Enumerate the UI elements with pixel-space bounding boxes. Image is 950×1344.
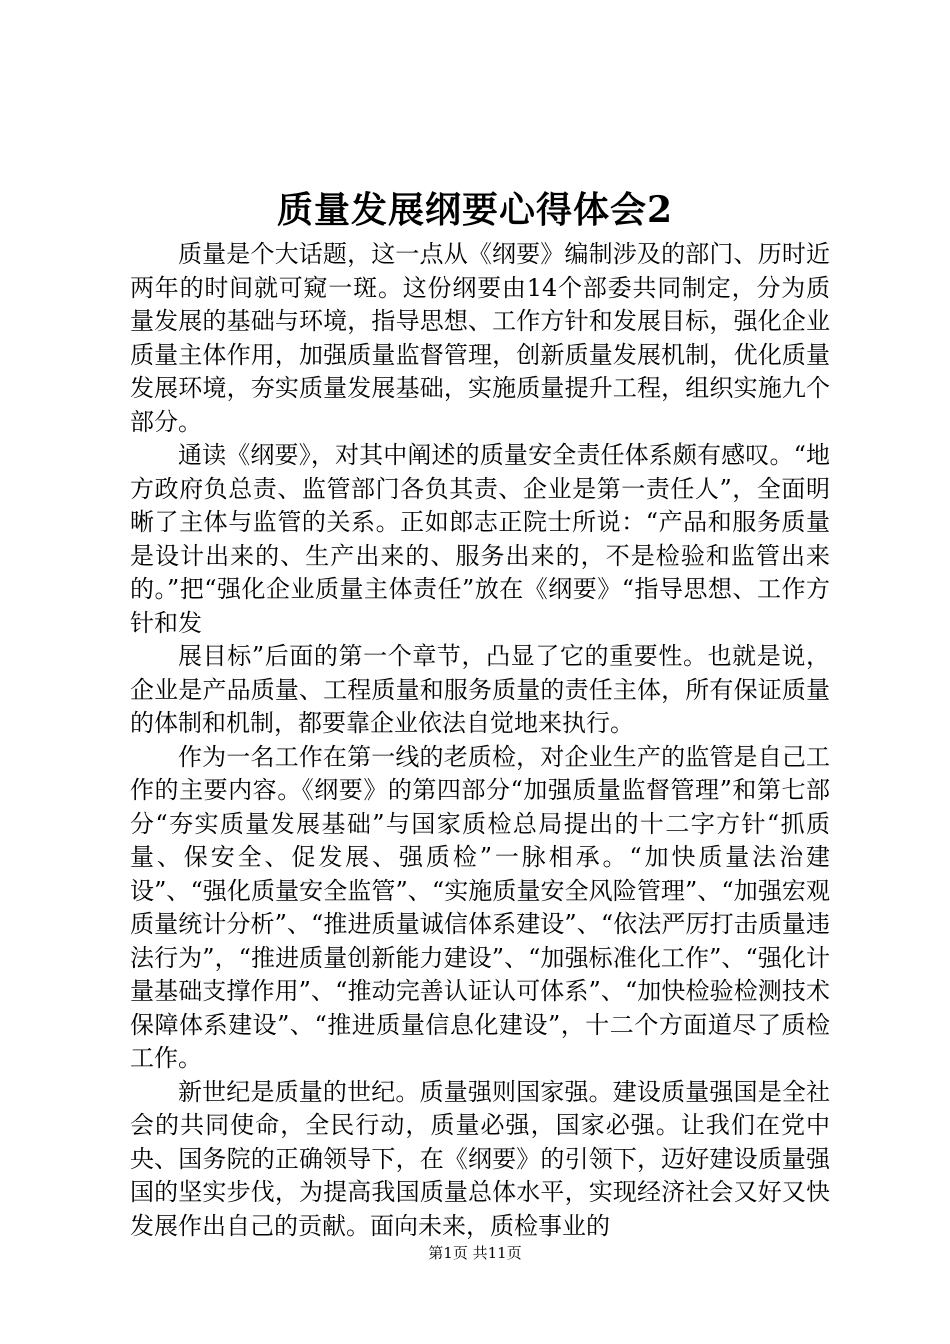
paragraph-4: 作为一名工作在第一线的老质检，对企业生产的监管是自己工作的主要内容。《纲要》的第四部分“加强质量监督管理”和第七部分“夯实质量发展基础”与国家质检总局提出的十二字方针“抓质量、保安全、促发展、强质检”一脉相承。“加快质量法治建设”、“强化质量安全监管”、“实施质量安全风险管理”、“加强宏观质量统计分析”、“推进质量诚信体系建设”、“依法严厉打击质量违法行为”，“推进质量创新能力建设”、“加强标准化工作”、“强化计量基础支撑作用”、“推动完善认证认可体系”、“加快检验检测技术保障体系建设”、“推进质量信息化建设”，十二个方面道尽了质检工作。 [130,742,830,1072]
paragraph-5: 新世纪是质量的世纪。质量强则国家强。建设质量强国是全社会的共同使命，全民行动，质量必强，国家必强。让我们在党中央、国务院的正确领导下，在《纲要》的引领下，迈好建设质量强国的坚实步伐，为提高我国质量总体水平，实现经济社会又好又快发展作出自己的贡献。面向未来，质检事业的 [130,1077,830,1240]
document-title: 质量发展纲要心得体会2 [276,189,674,231]
paragraph-1: 质量是个大话题，这一点从《纲要》编制涉及的部门、历时近两年的时间就可窥一斑。这份纲要由14个部委共同制定，分为质量发展的基础与环境，指导思想、工作方针和发展目标，强化企业质量主体作用，加强质量监督管理，创新质量发展机制，优化质量发展环境，夯实质量发展基础，实施质量提升工程，组织实施九个部分。 [130,240,830,436]
page-footer: 第1页 共11页 [428,1244,522,1262]
paragraph-3: 展目标”后面的第一个章节，凸显了它的重要性。也就是说，企业是产品质量、工程质量和服务质量的责任主体，所有保证质量的体制和机制，都要靠企业依法自觉地来执行。 [130,642,830,737]
document-body [130,238,830,1243]
paragraph-2: 通读《纲要》，对其中阐述的质量安全责任体系颇有感叹。“地方政府负总责、监管部门各负其责、企业是第一责任人”，全面明晰了主体与监管的关系。正如郎志正院士所说：“产品和服务质量是设计出来的、生产出来的、服务出来的，不是检验和监管出来的。”把“强化企业质量主体责任”放在《纲要》“指导思想、工作方针和发 [130,441,830,637]
